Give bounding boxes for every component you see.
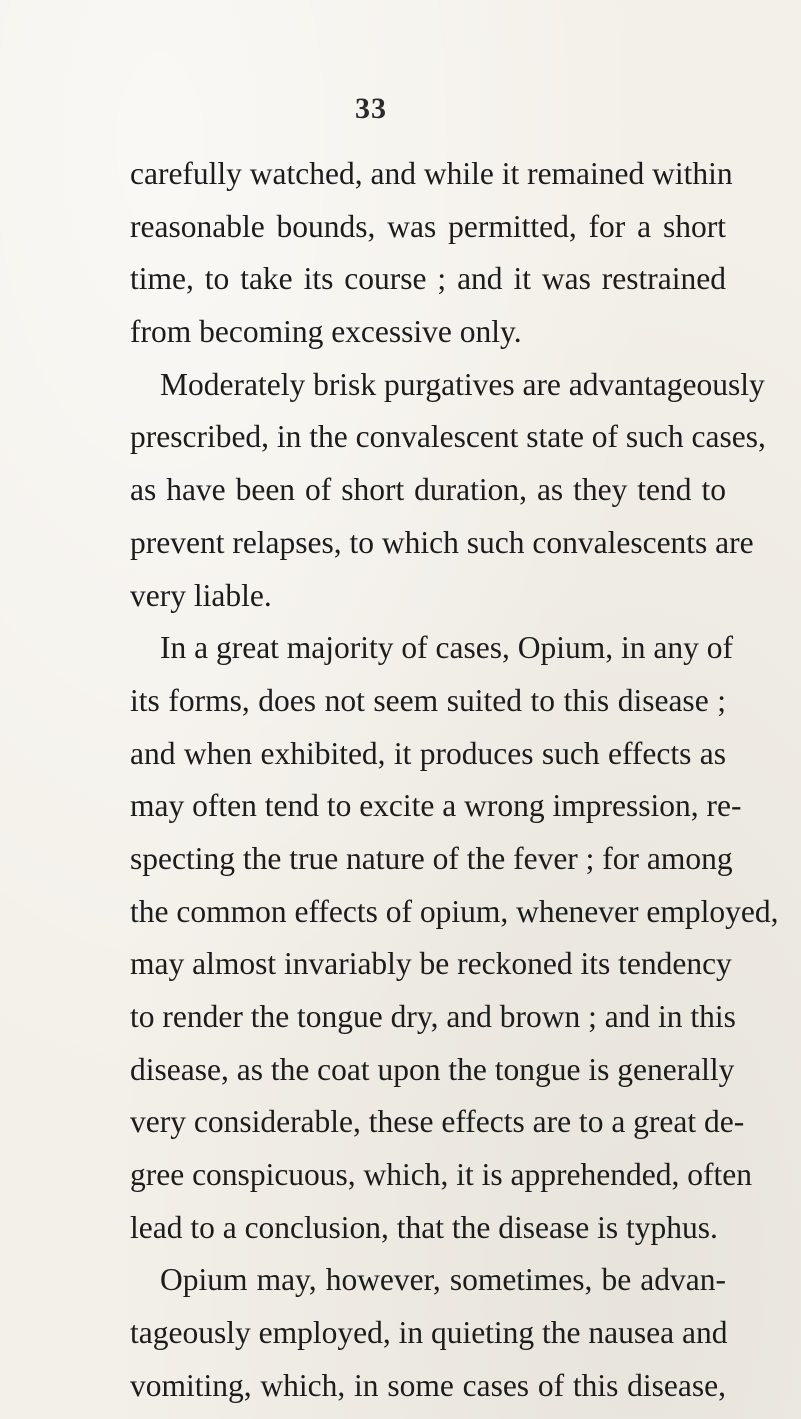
paragraph-start-line: Opium may, however, sometimes, be advan- xyxy=(160,1262,726,1298)
text-line: vomiting, which, in some cases of this disease, xyxy=(130,1367,726,1403)
text-line: very liable. xyxy=(130,577,272,613)
body-text xyxy=(130,148,779,1413)
paragraph-start-line: In a great majority of cases, Opium, in any of xyxy=(160,630,733,666)
paragraph-start-line: Moderately brisk purgatives are advantageously xyxy=(160,366,765,402)
text-line: may often tend to excite a wrong impression, re- xyxy=(130,788,742,824)
text-line: tageously employed, in quieting the nausea and xyxy=(130,1315,728,1351)
text-line: carefully watched, and while it remained within xyxy=(130,156,733,191)
text-line: from becoming excessive only. xyxy=(130,314,522,350)
text-line: lead to a conclusion, that the disease is typhus. xyxy=(130,1209,718,1245)
text-line: may almost invariably be reckoned its tendency xyxy=(130,946,732,982)
text-line: gree conspicuous, which, it is apprehended, often xyxy=(130,1157,752,1193)
text-line: time, to take its course ; and it was restrained xyxy=(130,261,726,297)
text-line: disease, as the coat upon the tongue is generally xyxy=(130,1051,735,1087)
text-line: specting the true nature of the fever ; for among xyxy=(130,840,733,876)
text-line: to render the tongue dry, and brown ; and in this xyxy=(130,999,736,1034)
text-line: the common effects of opium, whenever employed, xyxy=(130,893,779,929)
text-line: prescribed, in the convalescent state of such cases, xyxy=(130,419,766,455)
text-line: prevent relapses, to which such convalescents are xyxy=(130,524,754,560)
text-line: its forms, does not seem suited to this disease ; xyxy=(130,682,726,718)
text-line: and when exhibited, it produces such effects as xyxy=(130,735,726,771)
text-line: reasonable bounds, was permitted, for a short xyxy=(130,208,726,244)
page-number: 33 xyxy=(355,92,387,125)
text-line: very considerable, these effects are to a great de- xyxy=(130,1104,745,1140)
text-line: as have been of short duration, as they tend to xyxy=(130,472,726,508)
